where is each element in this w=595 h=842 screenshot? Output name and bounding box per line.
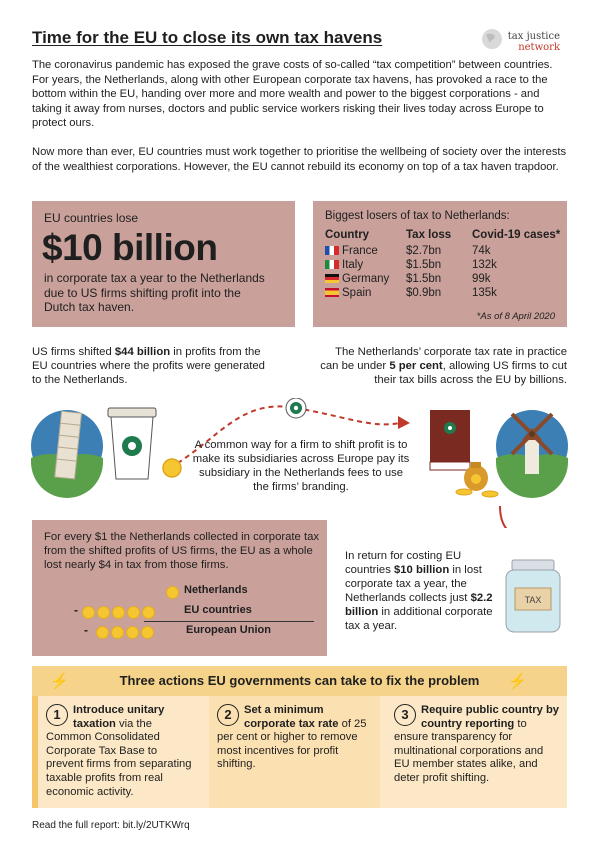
covid-cases: 135k [472,287,497,299]
ratio-label: European Union [186,624,271,636]
intro-paragraph-2: Now more than ever, EU countries must work together to prioritise the wellbeing of society over the interests of the wealthiest corporations. However, the EU cannot rebuild its economy on top of a tax haven trapdoor. [32,146,567,173]
coin-group [96,624,156,642]
ratio-box [32,520,327,656]
col-country-header: Country [325,229,370,241]
coin-icon [127,606,140,619]
brand-token-icon [286,398,306,418]
tax-justice-network-logo [488,31,560,53]
coin-icon [112,606,125,619]
logo-line-2: network [518,42,560,53]
lightning-icon: ⚡ [50,673,69,690]
ratio-label: Netherlands [184,584,248,596]
action-heading: Introduce unitary taxation [73,704,165,730]
coin-group [166,584,181,602]
ratio-sign: - [74,603,78,617]
action-heading: Set a minimum corporate tax rate [244,704,339,730]
page-title: Time for the EU to close its own tax havens [32,28,383,47]
mechanism-text: A common way for a firm to shift profit is to make its subsidiaries across Europe pay its subsidiary in the Netherlands fees to use the firms’ branding. [192,439,410,493]
actions-panel [32,696,567,808]
tax-loss: $2.7bn [406,245,442,257]
lightning-icon: ⚡ [508,673,527,690]
coin-icon [126,626,139,639]
pisa-tower-icon [31,410,103,498]
action-card-3 [386,696,567,808]
logo-line-1: tax justice [507,31,560,42]
country-name: Germany [342,273,390,285]
losers-title: Biggest losers of tax to Netherlands: [325,210,510,222]
action-number: 2 [217,704,239,726]
tax-jar-icon [500,558,570,638]
coin-icon [142,606,155,619]
intro-paragraph-1: The coronavirus pandemic has exposed the grave costs of so-called “tax competition” between countries. For years, the Netherlands, along with other European corporate tax havens, has provoked a race to the bottom within the EU, handing over more and more wealth and power to the biggest corporations - and taking it away from nurses, doctors and public service workers risking their lives today across Europe to protect ours. [32,59,553,129]
table-row [325,272,566,286]
action-card-1 [32,696,203,808]
coin-group [82,604,157,622]
tax-loss: $1.5bn [406,259,442,271]
losers-header-row [325,229,566,244]
windmill-icon [496,410,568,498]
covid-cases: 132k [472,259,497,271]
germany-flag-icon [325,274,339,283]
report-link[interactable]: Read the full report: bit.ly/2UTKWrq [32,820,190,831]
action-number: 1 [46,704,68,726]
italy-flag-icon [325,260,339,269]
ratio-row [44,582,319,600]
ratio-row [44,622,319,640]
col-taxloss-header: Tax loss [406,229,452,241]
coin-icon [111,626,124,639]
spain-flag-icon [325,288,339,297]
coin-icon [166,586,179,599]
action-body: to ensure transparency for multinational corporations and EU member states alike, and deter profit shifting. [394,717,544,784]
shift-text: US firms shifted $44 billion in profits from the EU countries where the profits were generated to the Netherlands. [32,346,265,386]
coin-icon [163,459,181,477]
france-flag-icon [325,246,339,255]
return-text: In return for costing EU countries $10 billion in lost corporate tax a year, the Netherlands collects just $2.2 billion in additional corporate tax a year. [345,550,493,632]
ratio-label: EU countries [184,604,252,616]
table-row [325,286,566,300]
loss-amount: $10 billion [42,227,218,268]
tax-loss: $0.9bn [406,287,442,299]
return-amount-collected: $2.2 billion [345,592,493,618]
book-icon [430,410,470,470]
coin-icon [97,606,110,619]
coin-icon [96,626,109,639]
coin-icon [141,626,154,639]
ratio-sign: - [84,623,88,637]
ratio-text: For every $1 the Netherlands collected in corporate tax from the shifted profits of US firms, the EU as a whole lost nearly $4 in tax from those firms. [44,531,320,571]
coffee-cup-icon [108,408,156,479]
ratio-divider [144,621,314,622]
loss-lead: EU countries lose [44,211,139,225]
covid-cases: 74k [472,245,491,257]
table-row [325,258,566,272]
tax-loss: $1.5bn [406,273,442,285]
action-number: 3 [394,704,416,726]
actions-title: Three actions EU governments can take to fix the problem [119,673,480,688]
return-amount-lost: $10 billion [393,564,450,576]
country-name: Italy [342,259,364,271]
actions-banner [32,666,567,696]
action-heading: Require public country by country reporting [421,704,559,730]
jar-label: TAX [524,595,542,605]
country-name: France [342,245,378,257]
losers-note: *As of 8 April 2020 [476,311,555,322]
rate-amount: 5 per cent [389,360,443,372]
loss-box [32,201,295,327]
coin-icon [82,606,95,619]
shift-amount: $44 billion [114,346,171,358]
rate-text: The Netherlands’ corporate tax rate in practice can be under 5 per cent, allowing US firms to cut their tax bills across the EU by billions. [320,346,567,386]
losers-table [325,229,566,300]
losers-box [313,201,567,327]
action-card-2 [209,696,380,808]
country-name: Spain [342,287,372,299]
action-body: via the Common Consolidated Corporate Tax Base to prevent firms from separating taxable profits from real economic activity. [46,717,192,798]
action-body: of 25 per cent or higher to remove most incentives for profit shifting. [217,717,367,771]
col-cases-header: Covid-19 cases* [472,229,561,241]
loss-body: in corporate tax a year to the Netherlands due to US firms shifting profit into the Dutch tax haven. [44,271,265,314]
table-row [325,244,566,258]
ratio-row [44,602,319,620]
covid-cases: 99k [472,273,491,285]
